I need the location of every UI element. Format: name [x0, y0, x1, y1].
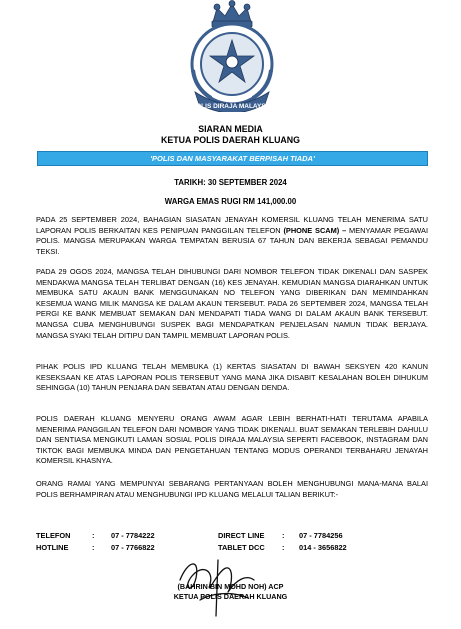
contact-number: 07 - 7784222 — [111, 531, 155, 540]
signer-name: (BAHRIN BIN MOHD NOH) ACP — [177, 582, 284, 591]
paragraph-3: PIHAK POLIS IPD KLUANG TELAH MEMBUKA (1) KERTAS SIASATAN DI BAWAH SEKSYEN 420 KANUN KESEKSAAN KE ATAS LAPORAN POLIS TERSEBUT YANG MANA JIKA DISABIT KESALAHAN BOLEH DIHUKUM SEHINGGA (10) TAHUN PENJARA DAN SEBATAN ATAU DENGAN DENDA. — [36, 362, 428, 393]
media-release-subtitle: KETUA POLIS DAERAH KLUANG — [161, 135, 300, 145]
contact-number: 07 - 7784256 — [299, 531, 343, 540]
paragraph-1-text-a: PADA 25 SEPTEMBER 2024, BAHAGIAN SIASATAN JENAYAH KOMERSIL KLUANG TELAH MENERIMA SATU LAPORAN POLIS BERKAITAN KES PENIPUAN PANGGILAN TELEFON — [36, 215, 428, 235]
signer-title: KETUA POLIS DAERAH KLUANG — [173, 592, 288, 601]
contact-label: TABLET DCC — [218, 543, 265, 552]
loss-line: WARGA EMAS RUGI RM 141,000.00 — [164, 197, 297, 206]
paragraph-1 — [36, 215, 428, 257]
contact-number: 014 - 3656822 — [299, 543, 347, 552]
contact-label: TELEFON — [36, 531, 71, 540]
paragraph-5: ORANG RAMAI YANG MEMPUNYAI SEBARANG PERTANYAAN BOLEH MENGHUBUNGI MANA-MANA BALAI POLIS BERHAMPIRAN ATAU MENGHUBUNGI IPD KLUANG MELALUI TALIAN BERIKUT:- — [36, 479, 428, 499]
contact-label: HOTLINE — [36, 543, 69, 552]
signature-icon — [170, 540, 270, 618]
date-line: TARIKH: 30 SEPTEMBER 2024 — [174, 178, 287, 187]
paragraph-1-text-b: MENYAMAR PEGAWAI POLIS. MANGSA MERUPAKAN WARGA TEMPATAN BERUSIA 67 TAHUN DAN BEKERJA SEBAGAI PEMANDU TEKSI. — [36, 225, 428, 256]
contact-separator: : — [92, 543, 95, 552]
contact-separator: : — [92, 531, 95, 540]
police-crest-logo — [173, 0, 291, 112]
contact-label: DIRECT LINE — [218, 531, 265, 540]
slogan-banner: 'POLIS DAN MASYARAKAT BERPISAH TIADA' — [37, 151, 428, 166]
paragraph-2: PADA 29 OGOS 2024, MANGSA TELAH DIHUBUNGI DARI NOMBOR TELEFON TIDAK DIKENALI DAN SASPEK MENDAKWA MANGSA TELAH TERLIBAT DENGAN (16) KES JENAYAH. KEMUDIAN MANGSA DIARAHKAN UNTUK MEMBUKA SATU AKAUN BANK MENGGUNAKAN NO TELEFON YANG DIBERIKAN DAN MEMINDAHKAN KESEMUA WANG MILIK MANGSA KE DALAM AKAUN TERSEBUT. PADA 26 SEPTEMBER 2024, MANGSA TELAH PERGI KE BANK MEMBUAT SEMAKAN DAN MENDAPATI TIADA WANG DI DALAM AKAUN BANK TERSEBUT. MANGSA CUBA MENGHUBUNGI SUSPEK BAGI MENDAPATKAN PENJELASAN NAMUN TIDAK BERJAYA. MANGSA SYAKI TELAH DITIPU DAN TAMPIL MEMBUAT LAPORAN POLIS. — [36, 267, 428, 340]
crest-text: POLIS DIRAJA MALAYSIA — [191, 103, 273, 110]
media-release-title: SIARAN MEDIA — [198, 124, 263, 134]
paragraph-1-bold: (PHONE SCAM) – — [283, 225, 347, 235]
contact-separator: : — [282, 531, 285, 540]
contact-number: 07 - 7766822 — [111, 543, 155, 552]
paragraph-4: POLIS DAERAH KLUANG MENYERU ORANG AWAM AGAR LEBIH BERHATI-HATI TERUTAMA APABILA MENERIMA PANGGILAN TELEFON DARI NOMBOR YANG TIDAK DIKENALI. BUAT SEMAKAN TERLEBIH DAHULU DAN SENTIASA MENGIKUTI LAMAN SOSIAL POLIS DIRAJA MALAYSIA SEPERTI FACEBOOK, INSTAGRAM DAN TIKTOK BAGI MEMBUKA MINDA DAN PENGETAHUAN TENTANG MODUS OPERANDI TERBAHARU JENAYAH KOMERSIL KHASNYA. — [36, 414, 428, 466]
contact-separator: : — [282, 543, 285, 552]
